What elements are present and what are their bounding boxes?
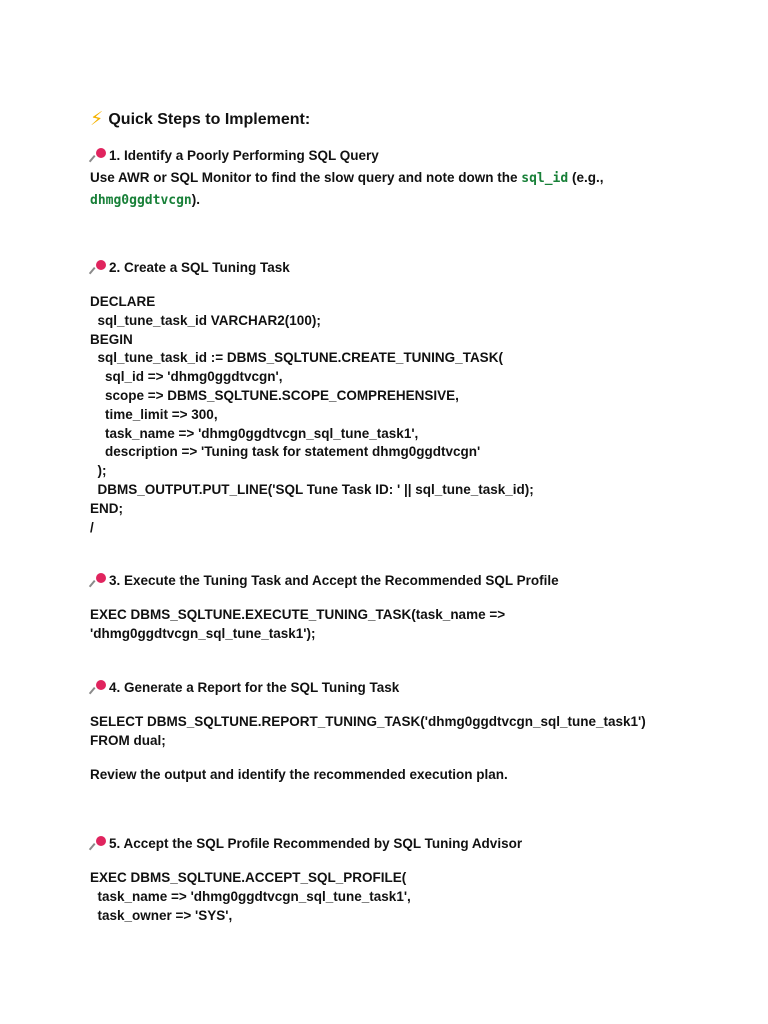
step-2-heading [90, 259, 290, 277]
step-1-desc-text-3: ). [191, 192, 200, 207]
step-4-code-block: SELECT DBMS_SQLTUNE.REPORT_TUNING_TASK('dhmg0ggdtvcgn_sql_tune_task1') FROM dual; [90, 714, 646, 748]
step-1-heading [90, 147, 379, 165]
step-5-heading [90, 835, 522, 853]
step-4-note: Review the output and identify the recommended execution plan. [90, 767, 508, 782]
inline-code-sql-id-example: dhmg0ggdtvcgn [90, 193, 192, 208]
step-1-title: 1. Identify a Poorly Performing SQL Query [109, 148, 379, 163]
step-5-code-block: EXEC DBMS_SQLTUNE.ACCEPT_SQL_PROFILE( task_name => 'dhmg0ggdtvcgn_sql_tune_task1', task_owner => 'SYS', [90, 870, 411, 923]
inline-code-sql-id: sql_id [521, 171, 569, 186]
pushpin-icon [90, 835, 109, 851]
step-1-desc-text-2: (e.g., [568, 170, 604, 185]
section-heading-text: Quick Steps to Implement: [108, 111, 311, 128]
step-2-code-block: DECLARE sql_tune_task_id VARCHAR2(100); BEGIN sql_tune_task_id := DBMS_SQLTUNE.CREATE_TUNING_TASK( sql_id => 'dhmg0ggdtvcgn', scope => DBMS_SQLTUNE.SCOPE_COMPREHENSIVE, time_limit => 300, task_name => 'dhmg0ggdtvcgn_sql_tune_task1', description => 'Tuning task for statement dhmg0ggdtvcgn' ); DBMS_OUTPUT.PUT_LINE('SQL Tune Task ID: ' || sql_tune_task_id); END; / [90, 294, 534, 535]
pushpin-icon [90, 572, 109, 588]
step-2-title: 2. Create a SQL Tuning Task [109, 260, 290, 275]
pushpin-icon [90, 147, 109, 163]
step-1-description-line-1 [90, 168, 603, 188]
step-4-heading [90, 679, 399, 697]
pushpin-icon [90, 259, 109, 275]
step-3-heading [90, 572, 559, 590]
step-4-title: 4. Generate a Report for the SQL Tuning Task [109, 680, 400, 695]
step-3-code-block: EXEC DBMS_SQLTUNE.EXECUTE_TUNING_TASK(task_name => 'dhmg0ggdtvcgn_sql_tune_task1'); [90, 607, 506, 641]
step-3-title: 3. Execute the Tuning Task and Accept the Recommended SQL Profile [109, 573, 559, 588]
step-1-description-line-2 [90, 190, 200, 210]
pushpin-icon [90, 679, 109, 695]
step-5-title: 5. Accept the SQL Profile Recommended by SQL Tuning Advisor [109, 836, 523, 851]
step-1-desc-text: Use AWR or SQL Monitor to find the slow query and note down the [90, 170, 522, 185]
section-heading [90, 109, 310, 131]
lightning-icon: ⚡ [90, 109, 104, 130]
